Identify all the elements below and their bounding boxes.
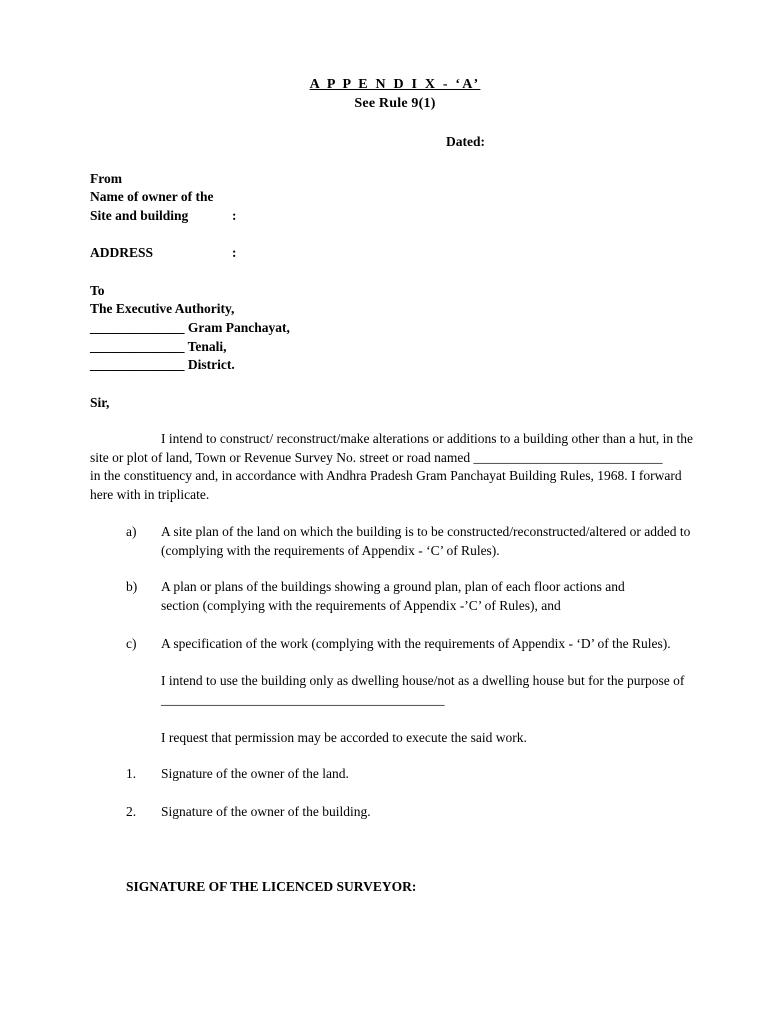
address-colon: : xyxy=(232,245,237,260)
tenali-label: Tenali, xyxy=(187,339,227,354)
district-line xyxy=(90,356,235,374)
from-label: From xyxy=(90,171,122,186)
signature-2-marker: 2. xyxy=(126,804,137,819)
appendix-title: A P P E N D I X - ‘A’ xyxy=(309,77,481,92)
para1-line4: here with in triplicate. xyxy=(90,487,210,502)
gram-panchayat-label: Gram Panchayat, xyxy=(187,320,290,335)
owner-label-line1: Name of owner of the xyxy=(90,189,214,204)
blank-line: ______________ xyxy=(90,320,185,335)
item-b-marker: b) xyxy=(126,579,138,594)
district-label: District. xyxy=(187,357,235,372)
para1-line1: I intend to construct/ reconstruct/make alterations or additions to a building other than a hut, in the xyxy=(161,431,693,446)
para1-line3: in the constituency and, in accordance with Andhra Pradesh Gram Panchayat Building Rules, 1968. I forward xyxy=(90,468,682,483)
request-line: I request that permission may be accorded to execute the said work. xyxy=(161,730,527,745)
item-b-line2: section (complying with the requirements of Appendix -’C’ of Rules), and xyxy=(161,598,561,613)
item-a-line2: (complying with the requirements of Appendix - ‘C’ of Rules). xyxy=(161,543,500,558)
dated-label: Dated: xyxy=(446,134,485,149)
signature-1-marker: 1. xyxy=(126,766,137,781)
gram-panchayat-line xyxy=(90,319,290,337)
blank-line: ______________ xyxy=(90,357,185,372)
address-label: ADDRESS xyxy=(90,245,154,260)
item-a-marker: a) xyxy=(126,524,137,539)
signature-owner-land: Signature of the owner of the land. xyxy=(161,766,349,781)
see-rule: See Rule 9(1) xyxy=(354,96,436,111)
to-label: To xyxy=(90,283,105,298)
item-a-line1: A site plan of the land on which the building is to be constructed/reconstructed/altered or added to xyxy=(161,524,691,539)
tenali-line xyxy=(90,338,227,356)
item-c-line1: A specification of the work (complying with the requirements of Appendix - ‘D’ of the Rules). xyxy=(161,636,671,651)
item-b-line1: A plan or plans of the buildings showing a ground plan, plan of each floor actions and xyxy=(161,579,625,594)
use-line2: __________________________________________ xyxy=(161,692,445,707)
authority-label: The Executive Authority, xyxy=(90,301,235,316)
item-c-marker: c) xyxy=(126,636,137,651)
salutation: Sir, xyxy=(90,395,110,410)
owner-label-line2: Site and building xyxy=(90,208,189,223)
blank-line: ______________ xyxy=(90,339,185,354)
use-line1: I intend to use the building only as dwelling house/not as a dwelling house but for the purpose of xyxy=(161,673,685,688)
surveyor-signature-label: SIGNATURE OF THE LICENCED SURVEYOR: xyxy=(126,879,417,894)
para1-line2: site or plot of land, Town or Revenue Survey No. street or road named ____________________________ xyxy=(90,450,663,465)
signature-owner-building: Signature of the owner of the building. xyxy=(161,804,371,819)
owner-colon: : xyxy=(232,208,237,223)
